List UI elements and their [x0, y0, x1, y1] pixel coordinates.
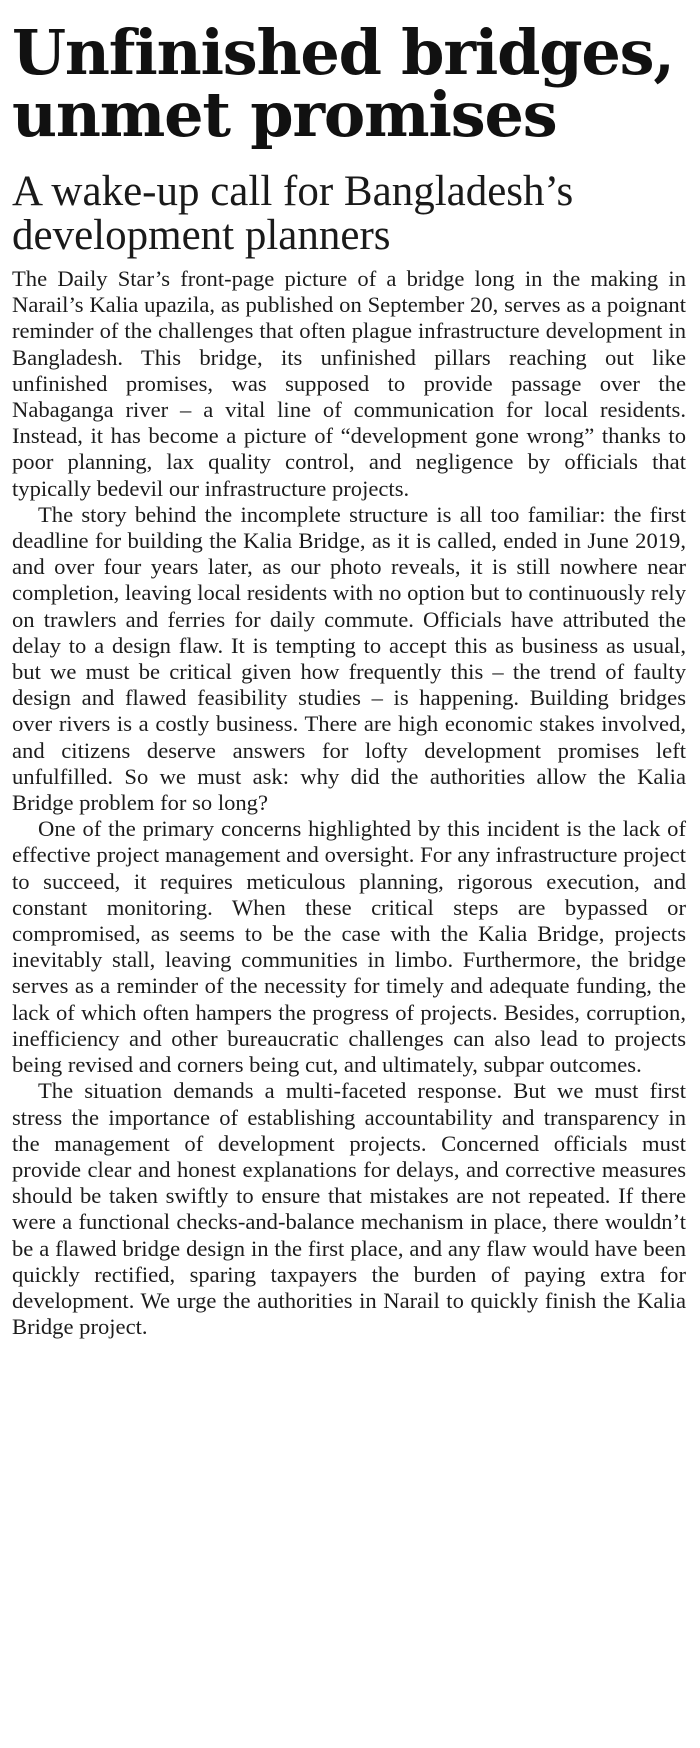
headline-line-1: Unfinished bridges,	[12, 16, 674, 89]
subheadline-line-1: A wake-up call for Bangladesh’s	[12, 168, 574, 215]
paragraph-4: The situation demands a multi-faceted response. But we must first stress the importance of establishing accountability and transparency in the management of development projects. Concerned officials must provide clear and honest explanations for delays, and corrective measures should be taken swiftly to ensure that mistakes are not repeated. If there were a functional checks-and-balance mechanism in place, there wouldn’t be a flawed bridge design in the first place, and any flaw would have been quickly rectified, sparing taxpayers the burden of paying extra for development. We urge the authorities in Narail to quickly finish the Kalia Bridge project.	[12, 1078, 686, 1340]
headline-line-2: unmet promises	[12, 78, 557, 151]
subheadline	[12, 170, 686, 258]
article-body	[12, 266, 686, 1340]
headline	[12, 16, 686, 151]
paragraph-1: The Daily Star’s front-page picture of a bridge long in the making in Narail’s Kalia upazila, as published on September 20, serves as a poignant reminder of the challenges that often plague infrastructure development in Bangladesh. This bridge, its unfinished pillars reaching out like unfinished promises, was supposed to provide passage over the Nabaganga river – a vital line of communication for local residents. Instead, it has become a picture of “development gone wrong” thanks to poor planning, lax quality control, and negligence by officials that typically bedevil our infrastructure projects.	[12, 266, 686, 501]
paragraph-3: One of the primary concerns highlighted by this incident is the lack of effective project management and oversight. For any infrastructure project to succeed, it requires meticulous planning, rigorous execution, and constant monitoring. When these critical steps are bypassed or compromised, as seems to be the case with the Kalia Bridge, projects inevitably stall, leaving communities in limbo. Furthermore, the bridge serves as a reminder of the necessity for timely and adequate funding, the lack of which often hampers the progress of projects. Besides, corruption, inefficiency and other bureaucratic challenges can also lead to projects being revised and corners being cut, and ultimately, subpar outcomes.	[12, 816, 686, 1078]
paragraph-2: The story behind the incomplete structure is all too familiar: the first deadline for building the Kalia Bridge, as it is called, ended in June 2019, and over four years later, as our photo reveals, it is still nowhere near completion, leaving local residents with no option but to continuously rely on trawlers and ferries for daily commute. Officials have attributed the delay to a design flaw. It is tempting to accept this as business as usual, but we must be critical given how frequently this – the trend of faulty design and flawed feasibility studies – is happening. Building bridges over rivers is a costly business. There are high economic stakes involved, and citizens deserve answers for lofty development promises left unfulfilled. So we must ask: why did the authorities allow the Kalia Bridge problem for so long?	[12, 501, 686, 816]
subheadline-line-2: development planners	[12, 212, 391, 259]
